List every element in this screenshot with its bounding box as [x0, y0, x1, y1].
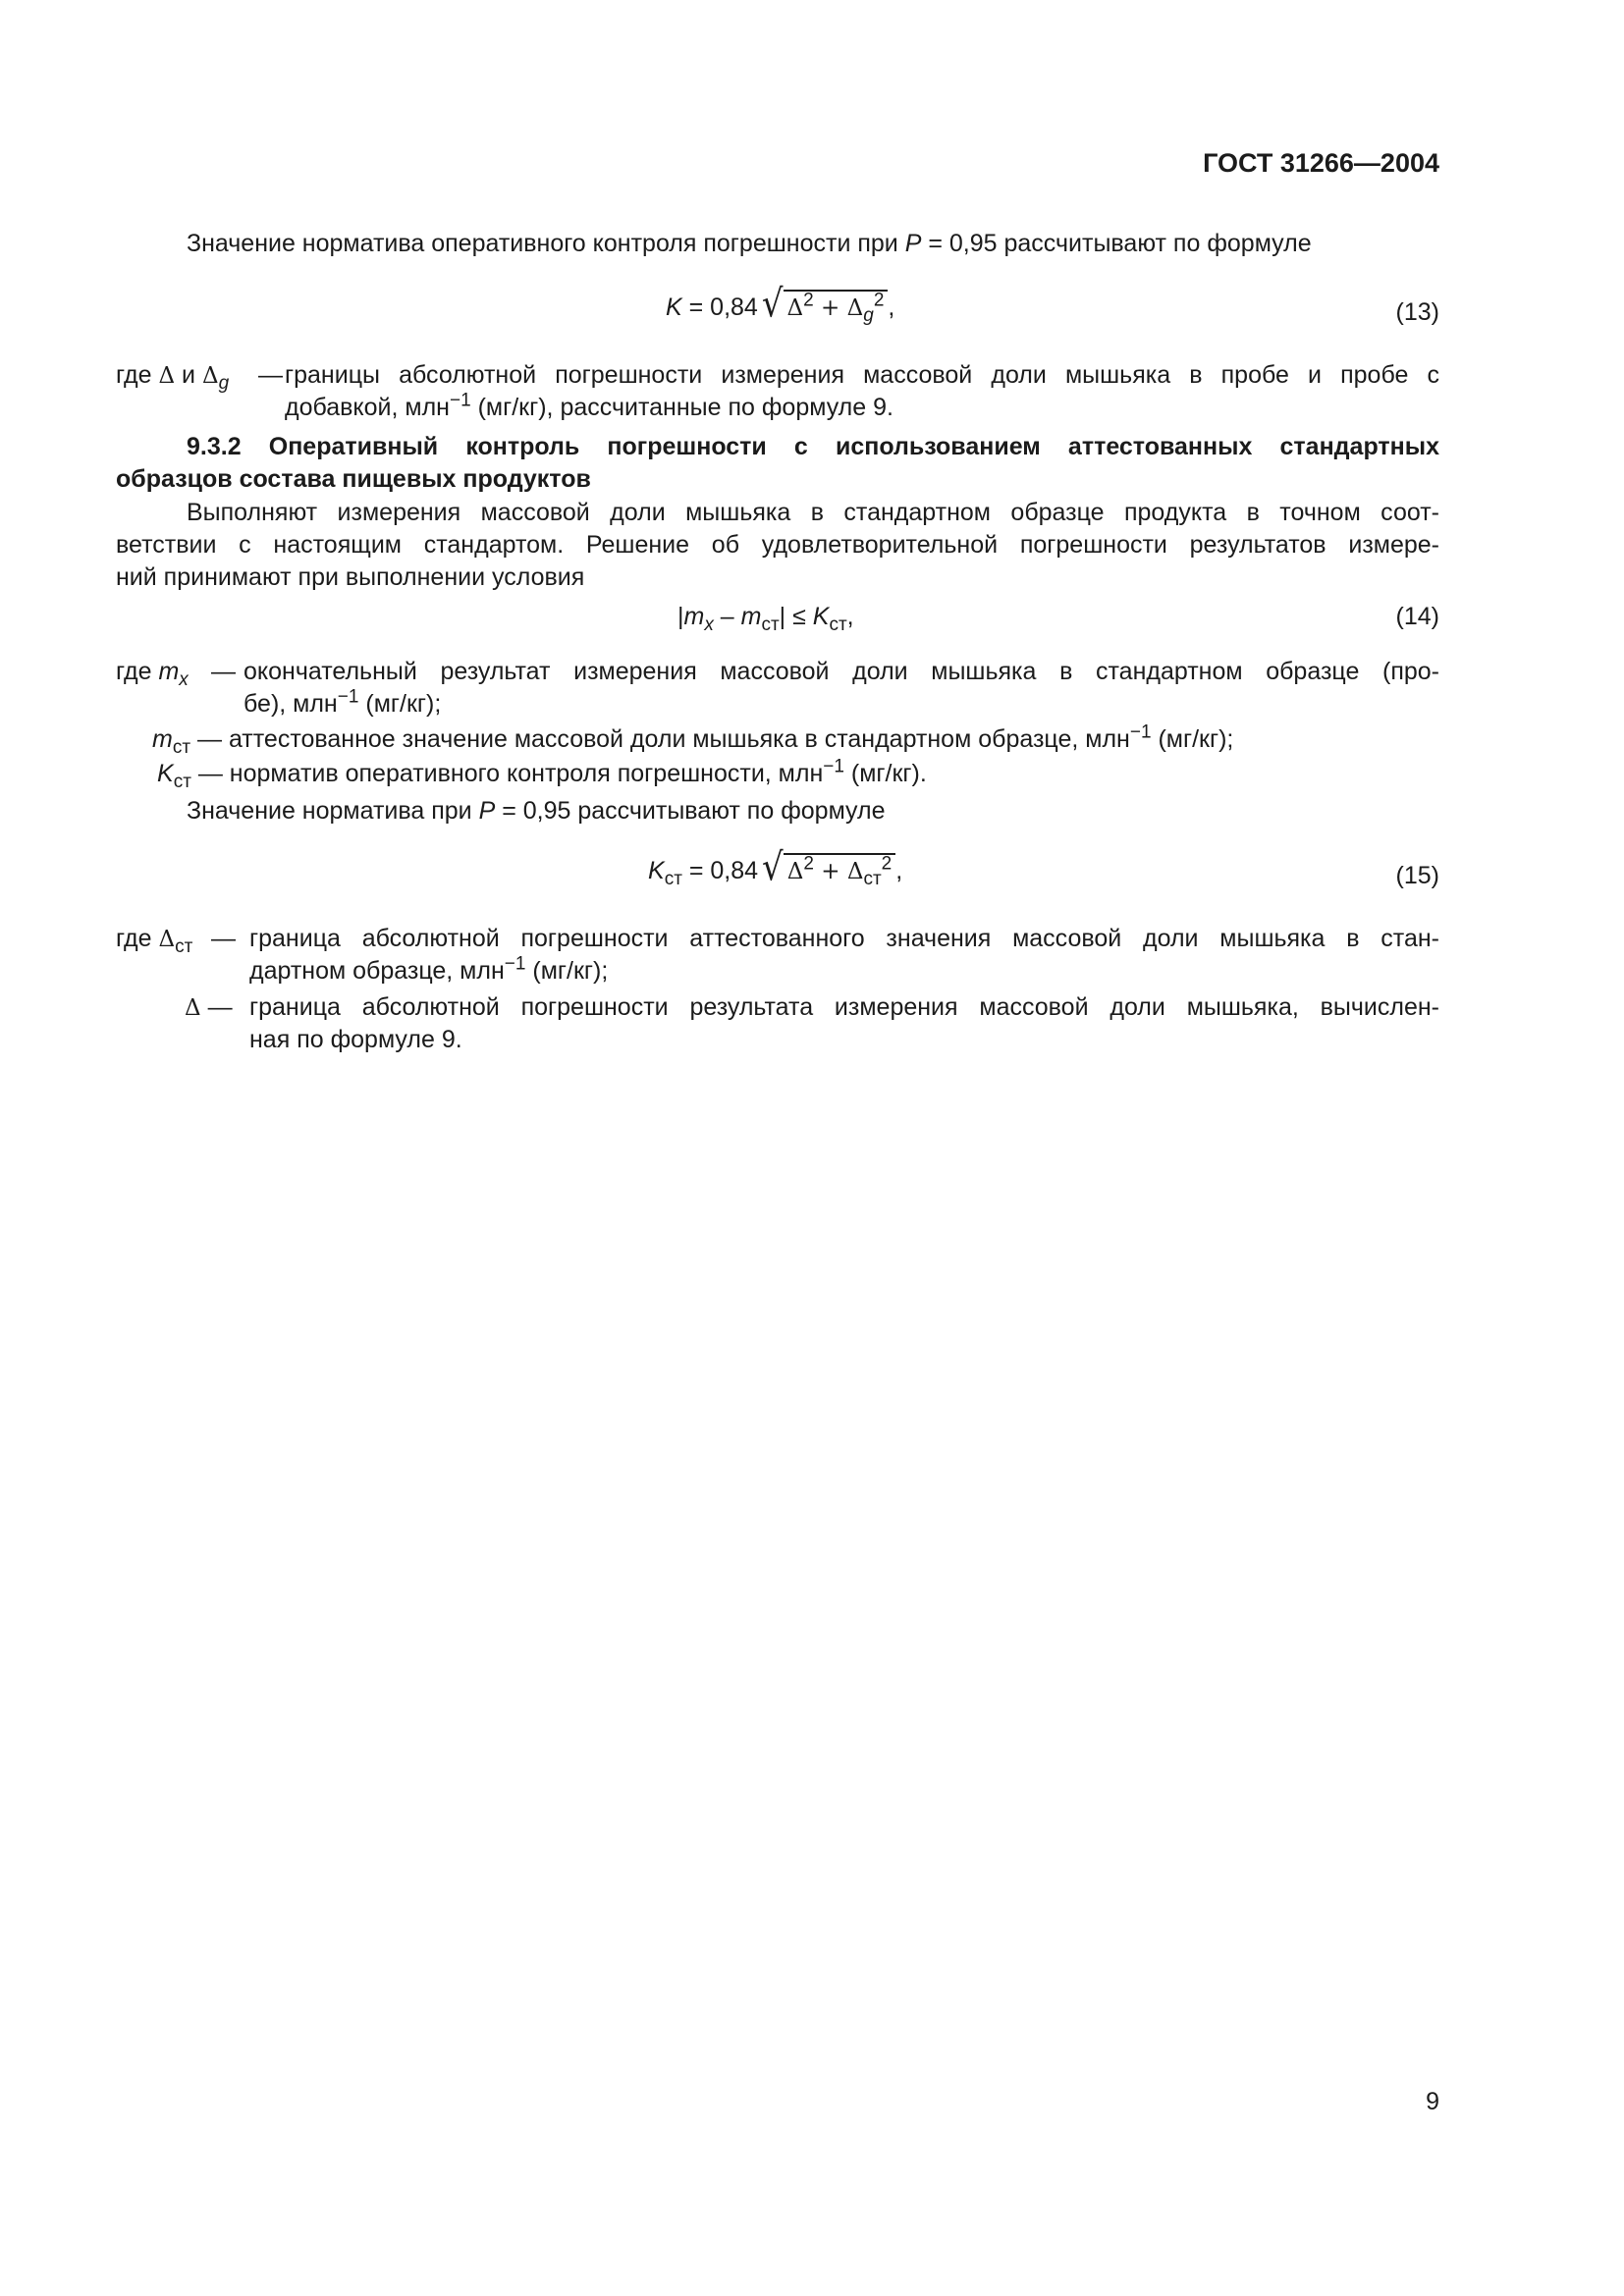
formula13-comma: ,: [888, 294, 895, 321]
where-lead-1: [116, 359, 229, 393]
delta-symbol: Δ: [185, 995, 201, 1021]
radicand: [784, 290, 889, 325]
where1-definition-line1: границы абсолютной погрешности измерения массовой доли мышьяка в пробе и пробе с: [285, 361, 1439, 389]
where1-definition-line2: [285, 392, 893, 424]
variable-k: K: [812, 603, 830, 630]
variable-m: m: [152, 725, 173, 753]
subscript-st: ст: [175, 936, 193, 957]
sqrt-icon: √: [761, 281, 784, 327]
equation-number-15: (15): [1395, 862, 1439, 889]
text: бе), млн: [244, 690, 338, 718]
where3-term2-symbol: [185, 991, 233, 1025]
where-word: где: [116, 658, 152, 685]
superscript: −1: [449, 390, 471, 411]
delta-symbol: + Δ: [813, 859, 864, 884]
where2-term1-line2: [244, 688, 441, 721]
where-word: где: [116, 361, 152, 389]
variable-k: K: [157, 760, 174, 787]
where2-dash: —: [211, 658, 236, 685]
paragraph-formula-intro: [187, 228, 1312, 260]
dash: —: [197, 760, 223, 787]
where3-term1-line1: граница абсолютной погрешности аттестованного значения массовой доли мышьяка в стан-: [249, 925, 1439, 952]
para1-suffix: = 0,95 рассчитывают по формуле: [921, 230, 1312, 257]
where-word: где: [116, 925, 152, 952]
where1-dash: —: [258, 361, 283, 389]
text: (мг/кг).: [843, 760, 927, 787]
dash: —: [196, 725, 222, 753]
variable-p: P: [478, 797, 496, 825]
formula13-coefficient: = 0,84: [681, 294, 758, 321]
document-code-header: ГОСТ 31266—2004: [1203, 148, 1439, 178]
text: (мг/кг);: [358, 690, 442, 718]
text: дартном образце, млн: [249, 957, 505, 985]
comma: ,: [846, 603, 854, 630]
subscript-st: ст: [173, 772, 191, 792]
subscript-st: ст: [863, 869, 882, 889]
variable-m: m: [740, 603, 762, 630]
abs-bar: |: [779, 603, 786, 630]
variable-m: m: [158, 658, 180, 685]
abs-bar: |: [677, 603, 684, 630]
text: аттестованное значение массовой доли мышьяка в стандартном образце, млн: [228, 725, 1130, 753]
where-lead-3: [116, 923, 192, 956]
text: добавкой, млн: [285, 394, 450, 421]
exponent: 2: [803, 853, 814, 875]
text: (мг/кг);: [525, 957, 609, 985]
minus-sign: –: [713, 603, 741, 630]
paragraph-line: ветствии с настоящим стандартом. Решение об удовлетворительной погрешности результатов измере-: [116, 531, 1439, 559]
subscript-st: ст: [664, 869, 682, 889]
where2-term3: [157, 758, 927, 790]
text: Значение норматива при: [187, 797, 479, 825]
subscript-x: x: [704, 614, 714, 635]
superscript: −1: [1129, 721, 1152, 743]
exponent: 2: [803, 290, 814, 311]
subscript-g: g: [863, 305, 874, 326]
subscript-x: x: [179, 669, 189, 690]
section-heading-line1: [187, 431, 1439, 463]
radicand: [784, 853, 896, 888]
paragraph-line: ний принимают при выполнении условия: [116, 563, 585, 591]
paragraph-formula-intro-2: [187, 795, 886, 828]
delta-symbol: + Δ: [813, 295, 864, 321]
section-heading-line2: образцов состава пищевых продуктов: [116, 465, 591, 493]
section-title: Оперативный контроль погрешности с использованием аттестованных стандартных: [268, 433, 1439, 460]
sqrt-radical: [758, 281, 889, 327]
delta-symbol: Δ: [158, 363, 176, 389]
delta-symbol: Δ: [786, 295, 804, 321]
equation-number-13: (13): [1395, 298, 1439, 326]
variable-p: P: [904, 230, 922, 257]
formula-14: [677, 601, 854, 633]
formula15-coefficient: = 0,84: [681, 857, 759, 884]
conjunction: и: [175, 361, 202, 389]
comma: ,: [895, 857, 903, 884]
where-lead-2: [116, 656, 189, 688]
where3-term1-line2: [249, 955, 608, 988]
dash: —: [207, 993, 233, 1021]
where2-term2: [152, 723, 1233, 756]
text: норматив оперативного контроля погрешности, млн: [229, 760, 824, 787]
superscript: −1: [823, 756, 844, 777]
exponent: 2: [873, 290, 885, 311]
variable-m: m: [683, 603, 705, 630]
superscript: −1: [337, 686, 359, 708]
formula13-lhs: K: [666, 294, 682, 321]
para1-prefix: Значение норматива оперативного контроля погрешности при: [187, 230, 905, 257]
variable-k: K: [648, 857, 665, 884]
formula-13: [666, 281, 895, 327]
section-number: 9.3.2: [187, 433, 242, 460]
delta-symbol: Δ: [201, 363, 219, 389]
superscript: −1: [504, 953, 526, 975]
delta-symbol: Δ: [786, 859, 804, 884]
equation-number-14: (14): [1395, 603, 1439, 630]
formula-15: [648, 844, 903, 890]
text: (мг/кг);: [1151, 725, 1234, 753]
page-number: 9: [1426, 2088, 1439, 2115]
paragraph-line: Выполняют измерения массовой доли мышьяка в стандартном образце продукта в точном соот-: [187, 499, 1439, 526]
where3-term2-line1: граница абсолютной погрешности результата измерения массовой доли мышьяка, вычислен-: [249, 993, 1439, 1021]
subscript-st: ст: [761, 614, 780, 635]
delta-symbol: Δ: [158, 927, 176, 952]
subscript-st: ст: [172, 737, 191, 758]
where3-dash: —: [211, 925, 236, 952]
text: (мг/кг), рассчитанные по формуле 9.: [470, 394, 893, 421]
text: = 0,95 рассчитывают по формуле: [495, 797, 886, 825]
subscript-g: g: [218, 373, 230, 394]
less-equal-sign: ≤: [785, 603, 813, 630]
where3-term2-line2: ная по формуле 9.: [249, 1026, 462, 1053]
sqrt-radical: [758, 844, 895, 890]
where2-term1-line1: окончательный результат измерения массовой доли мышьяка в стандартном образце (про-: [244, 658, 1439, 685]
exponent: 2: [881, 853, 893, 875]
subscript-st: ст: [829, 614, 847, 635]
sqrt-icon: √: [762, 844, 784, 890]
